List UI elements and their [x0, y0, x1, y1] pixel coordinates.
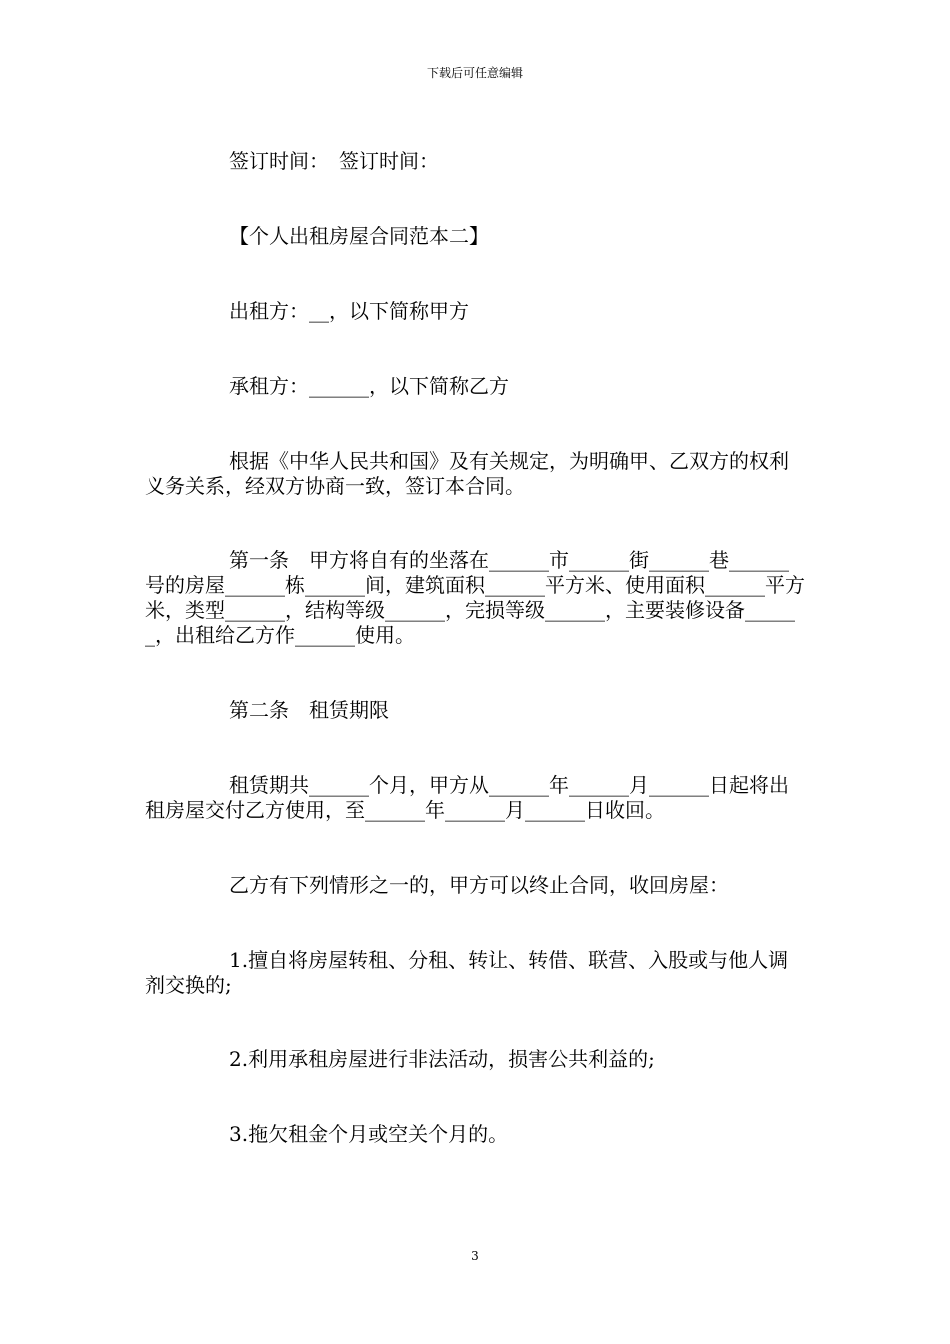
page-number: 3 [471, 1249, 479, 1263]
page-header: 下载后可任意编辑 [426, 66, 523, 80]
signing-time-line: 签订时间： 签订时间： [229, 149, 439, 173]
termination-item-3: 3.拖欠租金个月或空关个月的。 [229, 1122, 509, 1146]
contract-title: 【个人出租房屋合同范本二】 [229, 224, 489, 248]
lease-term-paragraph: 租赁期共______个月，甲方从______年______月______日起将出租房屋交付乙方使用，至______年______月______日收回。 [145, 773, 789, 822]
lessee-line: 承租方：______，以下简称乙方 [229, 374, 509, 398]
article-two-heading: 第二条 租赁期限 [229, 698, 389, 722]
preamble-paragraph: 根据《中华人民共和国》及有关规定，为明确甲、乙双方的权利义务关系，经双方协商一致，签订本合同。 [145, 449, 789, 498]
termination-item-2: 2.利用承租房屋进行非法活动，损害公共利益的; [229, 1047, 655, 1071]
termination-item-1: 1.擅自将房屋转租、分租、转让、转借、联营、入股或与他人调剂交换的; [145, 948, 789, 997]
lessor-line: 出租方：__，以下简称甲方 [229, 299, 469, 323]
article-one-paragraph: 第一条 甲方将自有的坐落在______市______街______巷______号的房屋______栋______间，建筑面积______平方米、使用面积______平方米，类型______，结构等级______，完损等级______，主要装修设备______，出租给乙方作______使用。 [145, 548, 805, 647]
termination-intro: 乙方有下列情形之一的，甲方可以终止合同，收回房屋： [229, 873, 729, 897]
